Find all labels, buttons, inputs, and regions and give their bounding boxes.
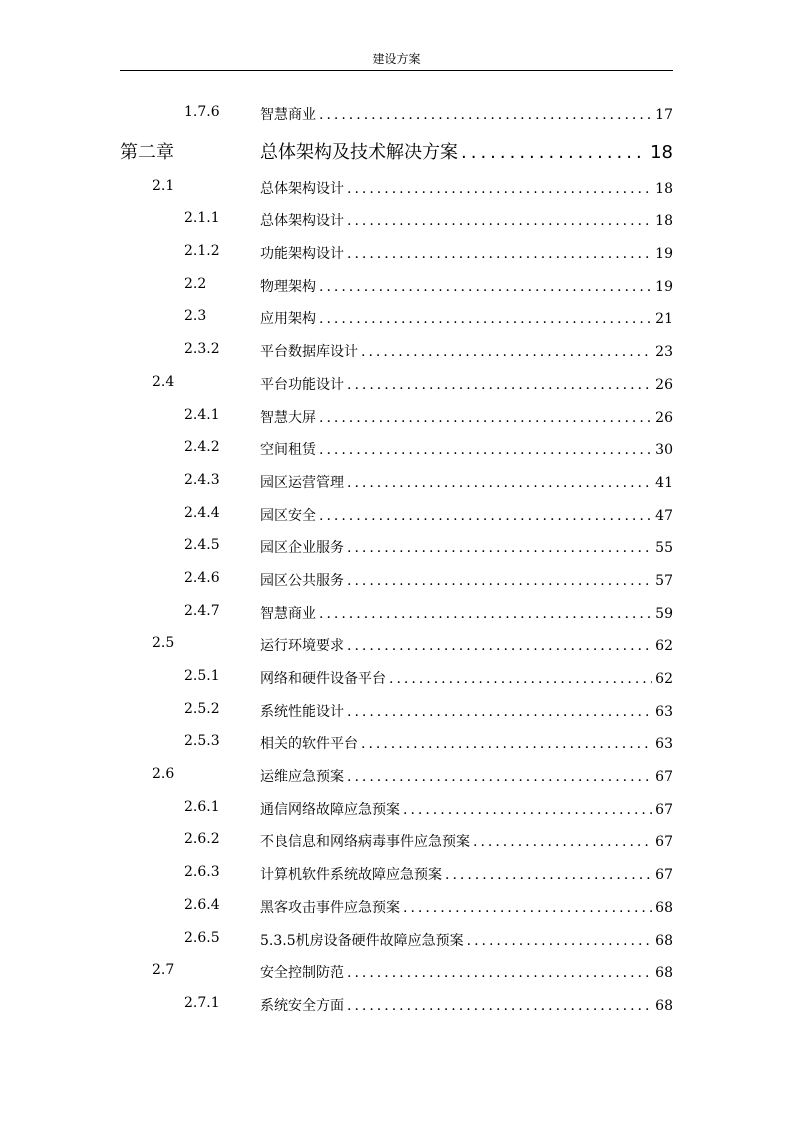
toc-entry-number: 2.6.1 [184, 798, 220, 815]
toc-entry-number: 2.4.7 [184, 602, 220, 619]
toc-entry-number: 2.1 [152, 177, 175, 194]
toc-entry-number: 2.7 [152, 962, 175, 979]
toc-entry-page: 57 [655, 572, 673, 589]
toc-entry-title: 5.3.5机房设备硬件故障应急预案 [260, 932, 464, 949]
toc-entry-page: 26 [655, 409, 673, 426]
toc-leader-dots [347, 181, 652, 197]
toc-entry-title: 总体架构及技术解决方案 [260, 141, 458, 163]
toc-leader-dots [319, 606, 652, 622]
toc-entry-title: 通信网络故障应急预案 [260, 801, 400, 818]
toc-entry[interactable] [120, 95, 673, 128]
toc-entry-title: 园区公共服务 [260, 572, 344, 589]
toc-entry[interactable] [120, 299, 673, 332]
toc-entry[interactable] [120, 561, 673, 594]
page-header: 建设方案 [120, 48, 673, 71]
toc-entry-title: 系统性能设计 [260, 703, 344, 720]
toc-leader-dots [467, 933, 653, 949]
toc-entry[interactable] [120, 692, 673, 725]
toc-entry-number: 2.4.1 [184, 406, 220, 423]
toc-entry[interactable] [120, 234, 673, 267]
toc-entry-page: 67 [655, 801, 673, 818]
toc-entry-number: 2.6.2 [184, 831, 220, 848]
toc-entry-page: 68 [655, 899, 673, 916]
toc-entry-number: 2.5.1 [184, 668, 220, 684]
toc-leader-dots [361, 344, 652, 360]
toc-entry-page: 18 [655, 213, 673, 230]
toc-entry-page: 67 [655, 769, 673, 786]
toc-leader-dots [347, 573, 652, 589]
toc-entry-title: 总体架构设计 [260, 213, 344, 230]
toc-entry-number: 2.5 [152, 635, 175, 652]
toc-entry-number: 2.6.3 [184, 864, 220, 881]
toc-leader-dots [319, 107, 652, 123]
toc-entry-number: 2.4.3 [184, 471, 220, 488]
toc-entry[interactable] [120, 986, 673, 1019]
toc-entry[interactable] [120, 659, 673, 692]
toc-entry-page: 68 [655, 997, 673, 1014]
toc-entry[interactable] [120, 921, 673, 954]
toc-entry[interactable] [120, 790, 673, 823]
toc-leader-dots [347, 246, 652, 262]
toc-entry-title: 总体架构设计 [260, 180, 344, 197]
toc-entry-page: 21 [655, 311, 673, 328]
toc-entry-number: 2.4.6 [184, 569, 220, 586]
toc-entry-page: 62 [655, 638, 673, 655]
toc-leader-dots [319, 442, 652, 458]
toc-leader-dots [347, 998, 652, 1014]
toc-entry-page: 47 [655, 507, 673, 524]
toc-entry-title: 运维应急预案 [260, 769, 344, 786]
toc-chapter-entry[interactable] [120, 128, 673, 169]
toc-leader-dots [361, 736, 652, 752]
toc-entry-page: 18 [650, 141, 673, 163]
toc-entry-number: 2.1.2 [184, 243, 220, 260]
toc-entry-title: 智慧商业 [260, 605, 316, 622]
toc-leader-dots [461, 142, 647, 163]
toc-leader-dots [347, 638, 652, 654]
toc-entry-number: 2.6.4 [184, 896, 220, 913]
toc-entry-title: 园区运营管理 [260, 474, 344, 491]
toc-leader-dots [403, 900, 652, 916]
toc-entry-title: 不良信息和网络病毒事件应急预案 [260, 834, 470, 851]
toc-entry-number: 2.3 [184, 308, 207, 325]
toc-entry-title: 系统安全方面 [260, 997, 344, 1014]
toc-entry-number: 2.4.5 [184, 537, 220, 554]
toc-entry-number: 2.4.2 [184, 439, 220, 456]
toc-leader-dots [473, 834, 652, 850]
toc-leader-dots [347, 377, 652, 393]
toc-entry-title: 计算机软件系统故障应急预案 [260, 867, 442, 884]
toc-entry-page: 23 [655, 344, 673, 361]
toc-entry[interactable] [120, 855, 673, 888]
toc-leader-dots [347, 475, 652, 491]
toc-entry-page: 63 [655, 736, 673, 753]
toc-entry-title: 园区企业服务 [260, 540, 344, 557]
toc-entry-page: 19 [655, 246, 673, 263]
toc-entry[interactable] [120, 528, 673, 561]
toc-entry-number: 第二章 [120, 141, 174, 163]
toc-leader-dots [403, 802, 652, 818]
toc-entry-page: 67 [655, 834, 673, 851]
toc-entry-number: 2.5.2 [184, 700, 220, 717]
toc-entry-page: 55 [655, 540, 673, 557]
toc-entry[interactable] [120, 201, 673, 234]
toc-entry-number: 2.6.5 [184, 929, 220, 946]
toc-entry-title: 智慧大屏 [260, 409, 316, 426]
toc-entry-title: 功能架构设计 [260, 246, 344, 263]
table-of-contents [120, 95, 673, 1019]
toc-entry[interactable] [120, 463, 673, 496]
toc-leader-dots [347, 704, 652, 720]
toc-entry-page: 19 [655, 278, 673, 295]
toc-entry-title: 智慧商业 [260, 107, 316, 123]
toc-leader-dots [347, 769, 652, 785]
toc-entry-number: 2.4.4 [184, 504, 220, 521]
toc-entry[interactable] [120, 724, 673, 757]
toc-entry-number: 2.2 [184, 275, 207, 292]
toc-entry[interactable] [120, 365, 673, 398]
toc-entry-number: 2.3.2 [184, 341, 220, 358]
toc-entry-page: 41 [655, 474, 673, 491]
toc-leader-dots [347, 540, 652, 556]
toc-leader-dots [445, 867, 652, 883]
toc-entry[interactable] [120, 822, 673, 855]
toc-entry-page: 17 [655, 107, 673, 123]
toc-entry[interactable] [120, 332, 673, 365]
toc-entry-title: 运行环境要求 [260, 638, 344, 655]
toc-entry-number: 2.7.1 [184, 994, 220, 1011]
toc-entry[interactable] [120, 626, 673, 659]
toc-leader-dots [319, 508, 652, 524]
toc-entry-page: 67 [655, 867, 673, 884]
toc-entry-title: 平台数据库设计 [260, 344, 358, 361]
toc-entry[interactable] [120, 953, 673, 986]
toc-leader-dots [319, 279, 652, 295]
toc-entry-title: 园区安全 [260, 507, 316, 524]
toc-entry[interactable] [120, 430, 673, 463]
toc-entry-title: 平台功能设计 [260, 376, 344, 393]
toc-leader-dots [319, 311, 652, 327]
toc-entry[interactable] [120, 757, 673, 790]
toc-entry-title: 空间租赁 [260, 442, 316, 459]
toc-entry-title: 相关的软件平台 [260, 736, 358, 753]
toc-entry-page: 30 [655, 442, 673, 459]
toc-entry-page: 68 [655, 965, 673, 982]
toc-entry[interactable] [120, 496, 673, 529]
toc-leader-dots [347, 213, 652, 229]
toc-entry-page: 18 [655, 180, 673, 197]
toc-entry[interactable] [120, 888, 673, 921]
toc-entry-page: 26 [655, 376, 673, 393]
toc-entry-number: 2.1.1 [184, 210, 220, 227]
toc-entry-title: 安全控制防范 [260, 965, 344, 982]
toc-entry-page: 59 [655, 605, 673, 622]
toc-entry-page: 62 [655, 671, 673, 687]
toc-entry-title: 网络和硬件设备平台 [260, 671, 386, 687]
toc-leader-dots [347, 965, 652, 981]
toc-leader-dots [389, 671, 652, 687]
toc-entry[interactable] [120, 169, 673, 202]
toc-entry-number: 2.4 [152, 373, 175, 390]
toc-entry[interactable] [120, 398, 673, 431]
toc-entry-number: 2.5.3 [184, 733, 220, 750]
toc-entry[interactable] [120, 594, 673, 627]
toc-leader-dots [319, 410, 652, 426]
toc-entry-title: 黑客攻击事件应急预案 [260, 899, 400, 916]
toc-entry-page: 63 [655, 703, 673, 720]
toc-entry-page: 68 [655, 932, 673, 949]
toc-entry-number: 2.6 [152, 766, 175, 783]
toc-entry-number: 1.7.6 [184, 104, 220, 120]
toc-entry-title: 物理架构 [260, 278, 316, 295]
toc-entry-title: 应用架构 [260, 311, 316, 328]
toc-entry[interactable] [120, 267, 673, 300]
